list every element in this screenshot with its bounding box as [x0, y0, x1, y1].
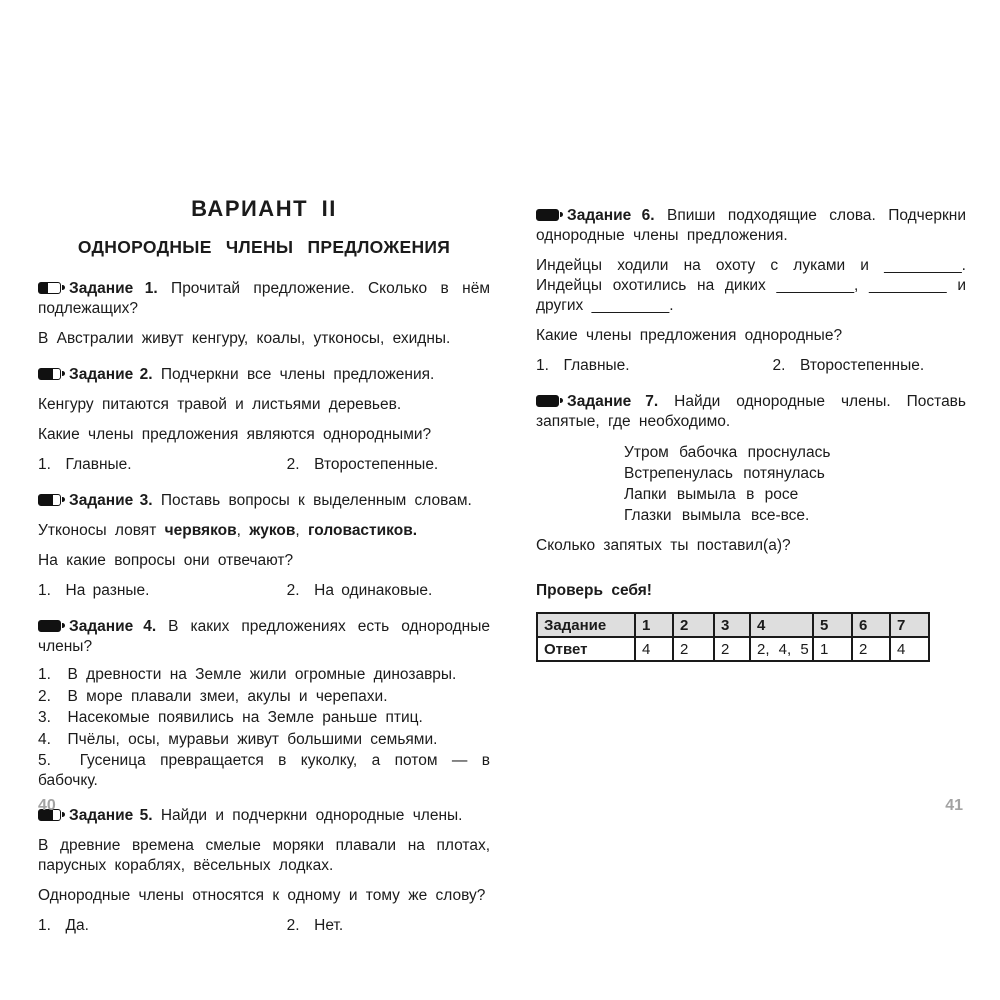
poem-line: Утром бабочка проснулась	[624, 444, 831, 461]
task-list-item: 1. В древности на Земле жили огромные динозавры.	[38, 666, 457, 683]
task-1-sentence: В Австралии живут кенгуру, коалы, утконосы, ехидны.	[38, 330, 451, 347]
section-title: ОДНОРОДНЫЕ ЧЛЕНЫ ПРЕДЛОЖЕНИЯ	[77, 237, 451, 257]
task-6-sentence: Индейцы ходили на охоту с луками и _________. Индейцы охотились на диких _________, _________ и других _________.	[536, 257, 966, 314]
task-5-head	[38, 806, 490, 826]
difficulty-icon	[536, 395, 559, 407]
difficulty-icon	[38, 620, 61, 632]
task-list-item: 4. Пчёлы, осы, муравьи живут большими семьями.	[38, 730, 438, 748]
task-3-question: На какие вопросы они отвечают?	[38, 552, 294, 569]
task-2	[38, 365, 490, 475]
task-list-item: 5. Гусеница превращается в куколку, а потом — в бабочку.	[38, 752, 499, 789]
task-1	[38, 279, 490, 349]
task-4-items	[38, 665, 499, 790]
table-answer-cell: 2, 4, 5	[750, 637, 813, 661]
right-page-column	[536, 206, 966, 662]
variant-title: ВАРИАНТ II	[191, 196, 337, 221]
task-2-question: Какие члены предложения являются однородными?	[38, 426, 432, 443]
task-5	[38, 806, 490, 936]
poem-line: Глазки вымыла все-все.	[624, 507, 810, 524]
table-header-cell: 5	[813, 613, 852, 637]
table-answer-cell: 2	[852, 637, 890, 661]
task-label: Задание 6.	[567, 207, 655, 224]
task-1-head	[38, 279, 490, 319]
table-header-cell: 4	[750, 613, 813, 637]
task-label: Задание 3.	[69, 492, 153, 509]
table-answer-cell: Ответ	[537, 637, 635, 661]
answer-option: 1. Главные.	[38, 456, 132, 473]
answer-option: 2. Второстепенные.	[772, 357, 925, 374]
answer-option: 1. На разные.	[38, 582, 150, 599]
table-answer-cell: 2	[714, 637, 750, 661]
task-label: Задание 7.	[567, 393, 659, 410]
table-header-row	[537, 613, 929, 637]
task-prompt: В каких предложениях есть однородные члены?	[38, 618, 490, 655]
task-5-options	[38, 916, 490, 936]
answers-table	[536, 612, 930, 662]
task-label: Задание 4.	[69, 618, 157, 635]
table-answer-cell: 1	[813, 637, 852, 661]
task-prompt: Прочитай предложение. Сколько в нём подлежащих?	[38, 280, 490, 317]
answer-option: 2. Второстепенные.	[286, 456, 439, 473]
poem-line: Лапки вымыла в росе	[624, 486, 799, 503]
table-answer-cell: 4	[635, 637, 673, 661]
table-answer-cell: 2	[673, 637, 714, 661]
page-number-left: 40	[38, 797, 56, 814]
task-2-sentence: Кенгуру питаются травой и листьями деревьев.	[38, 396, 402, 413]
difficulty-icon-fill	[39, 369, 53, 379]
task-prompt: Впиши подходящие слова. Подчеркни однородные члены предложения.	[536, 207, 966, 244]
task-prompt: Найди и подчеркни однородные члены.	[160, 807, 463, 824]
answer-option: 2. Нет.	[286, 917, 344, 934]
left-page-column	[38, 196, 499, 936]
table-header-cell: 7	[890, 613, 929, 637]
check-yourself-heading: Проверь себя!	[536, 582, 652, 599]
difficulty-icon	[38, 494, 61, 506]
difficulty-icon-fill	[537, 210, 558, 220]
task-4	[38, 617, 499, 790]
task-5-question: Однородные члены относятся к одному и тому же слову?	[38, 887, 486, 904]
table-answer-row	[537, 637, 929, 661]
difficulty-icon	[38, 368, 61, 380]
task-3-sentence: Утконосы ловят червяков, жуков, головастиков.	[38, 522, 418, 539]
difficulty-icon-fill	[39, 621, 60, 631]
task-6-question: Какие члены предложения однородные?	[536, 327, 843, 344]
answer-option: 1. Главные.	[536, 357, 630, 374]
table-header-cell: Задание	[537, 613, 635, 637]
task-prompt: Поставь вопросы к выделенным словам.	[160, 492, 472, 509]
difficulty-icon-fill	[39, 495, 53, 505]
task-7-question: Сколько запятых ты поставил(а)?	[536, 537, 791, 554]
task-3-head	[38, 491, 490, 511]
task-list-item: 3. Насекомые появились на Земле раньше птиц.	[38, 709, 423, 726]
table-header-cell: 6	[852, 613, 890, 637]
table-header-cell: 2	[673, 613, 714, 637]
task-7	[536, 392, 966, 556]
answer-option: 2. На одинаковые.	[286, 582, 433, 599]
task-6-head	[536, 206, 966, 246]
task-3	[38, 491, 490, 601]
task-prompt: Найди однородные члены. Поставь запятые, где необходимо.	[536, 393, 966, 430]
task-7-poem	[624, 442, 966, 526]
task-6-options	[536, 356, 966, 376]
task-2-options	[38, 455, 490, 475]
task-label: Задание 5.	[69, 807, 153, 824]
task-6	[536, 206, 966, 376]
answer-option: 1. Да.	[38, 917, 89, 934]
difficulty-icon-fill	[39, 283, 48, 293]
task-5-sentence: В древние времена смелые моряки плавали на плотах, парусных кораблях, вёсельных лодках.	[38, 837, 490, 874]
page-number-right: 41	[945, 797, 963, 814]
difficulty-icon	[536, 209, 559, 221]
table-answer-cell: 4	[890, 637, 929, 661]
difficulty-icon-fill	[537, 396, 558, 406]
task-7-head	[536, 392, 966, 432]
task-label: Задание 1.	[69, 280, 158, 297]
task-4-head	[38, 617, 490, 657]
difficulty-icon	[38, 282, 61, 294]
task-3-options	[38, 581, 490, 601]
task-list-item: 2. В море плавали змеи, акулы и черепахи.	[38, 687, 388, 705]
poem-line: Встрепенулась потянулась	[624, 465, 825, 482]
task-2-head	[38, 365, 490, 385]
table-header-cell: 1	[635, 613, 673, 637]
table-header-cell: 3	[714, 613, 750, 637]
task-prompt: Подчеркни все члены предложения.	[160, 366, 435, 383]
task-label: Задание 2.	[69, 366, 153, 383]
